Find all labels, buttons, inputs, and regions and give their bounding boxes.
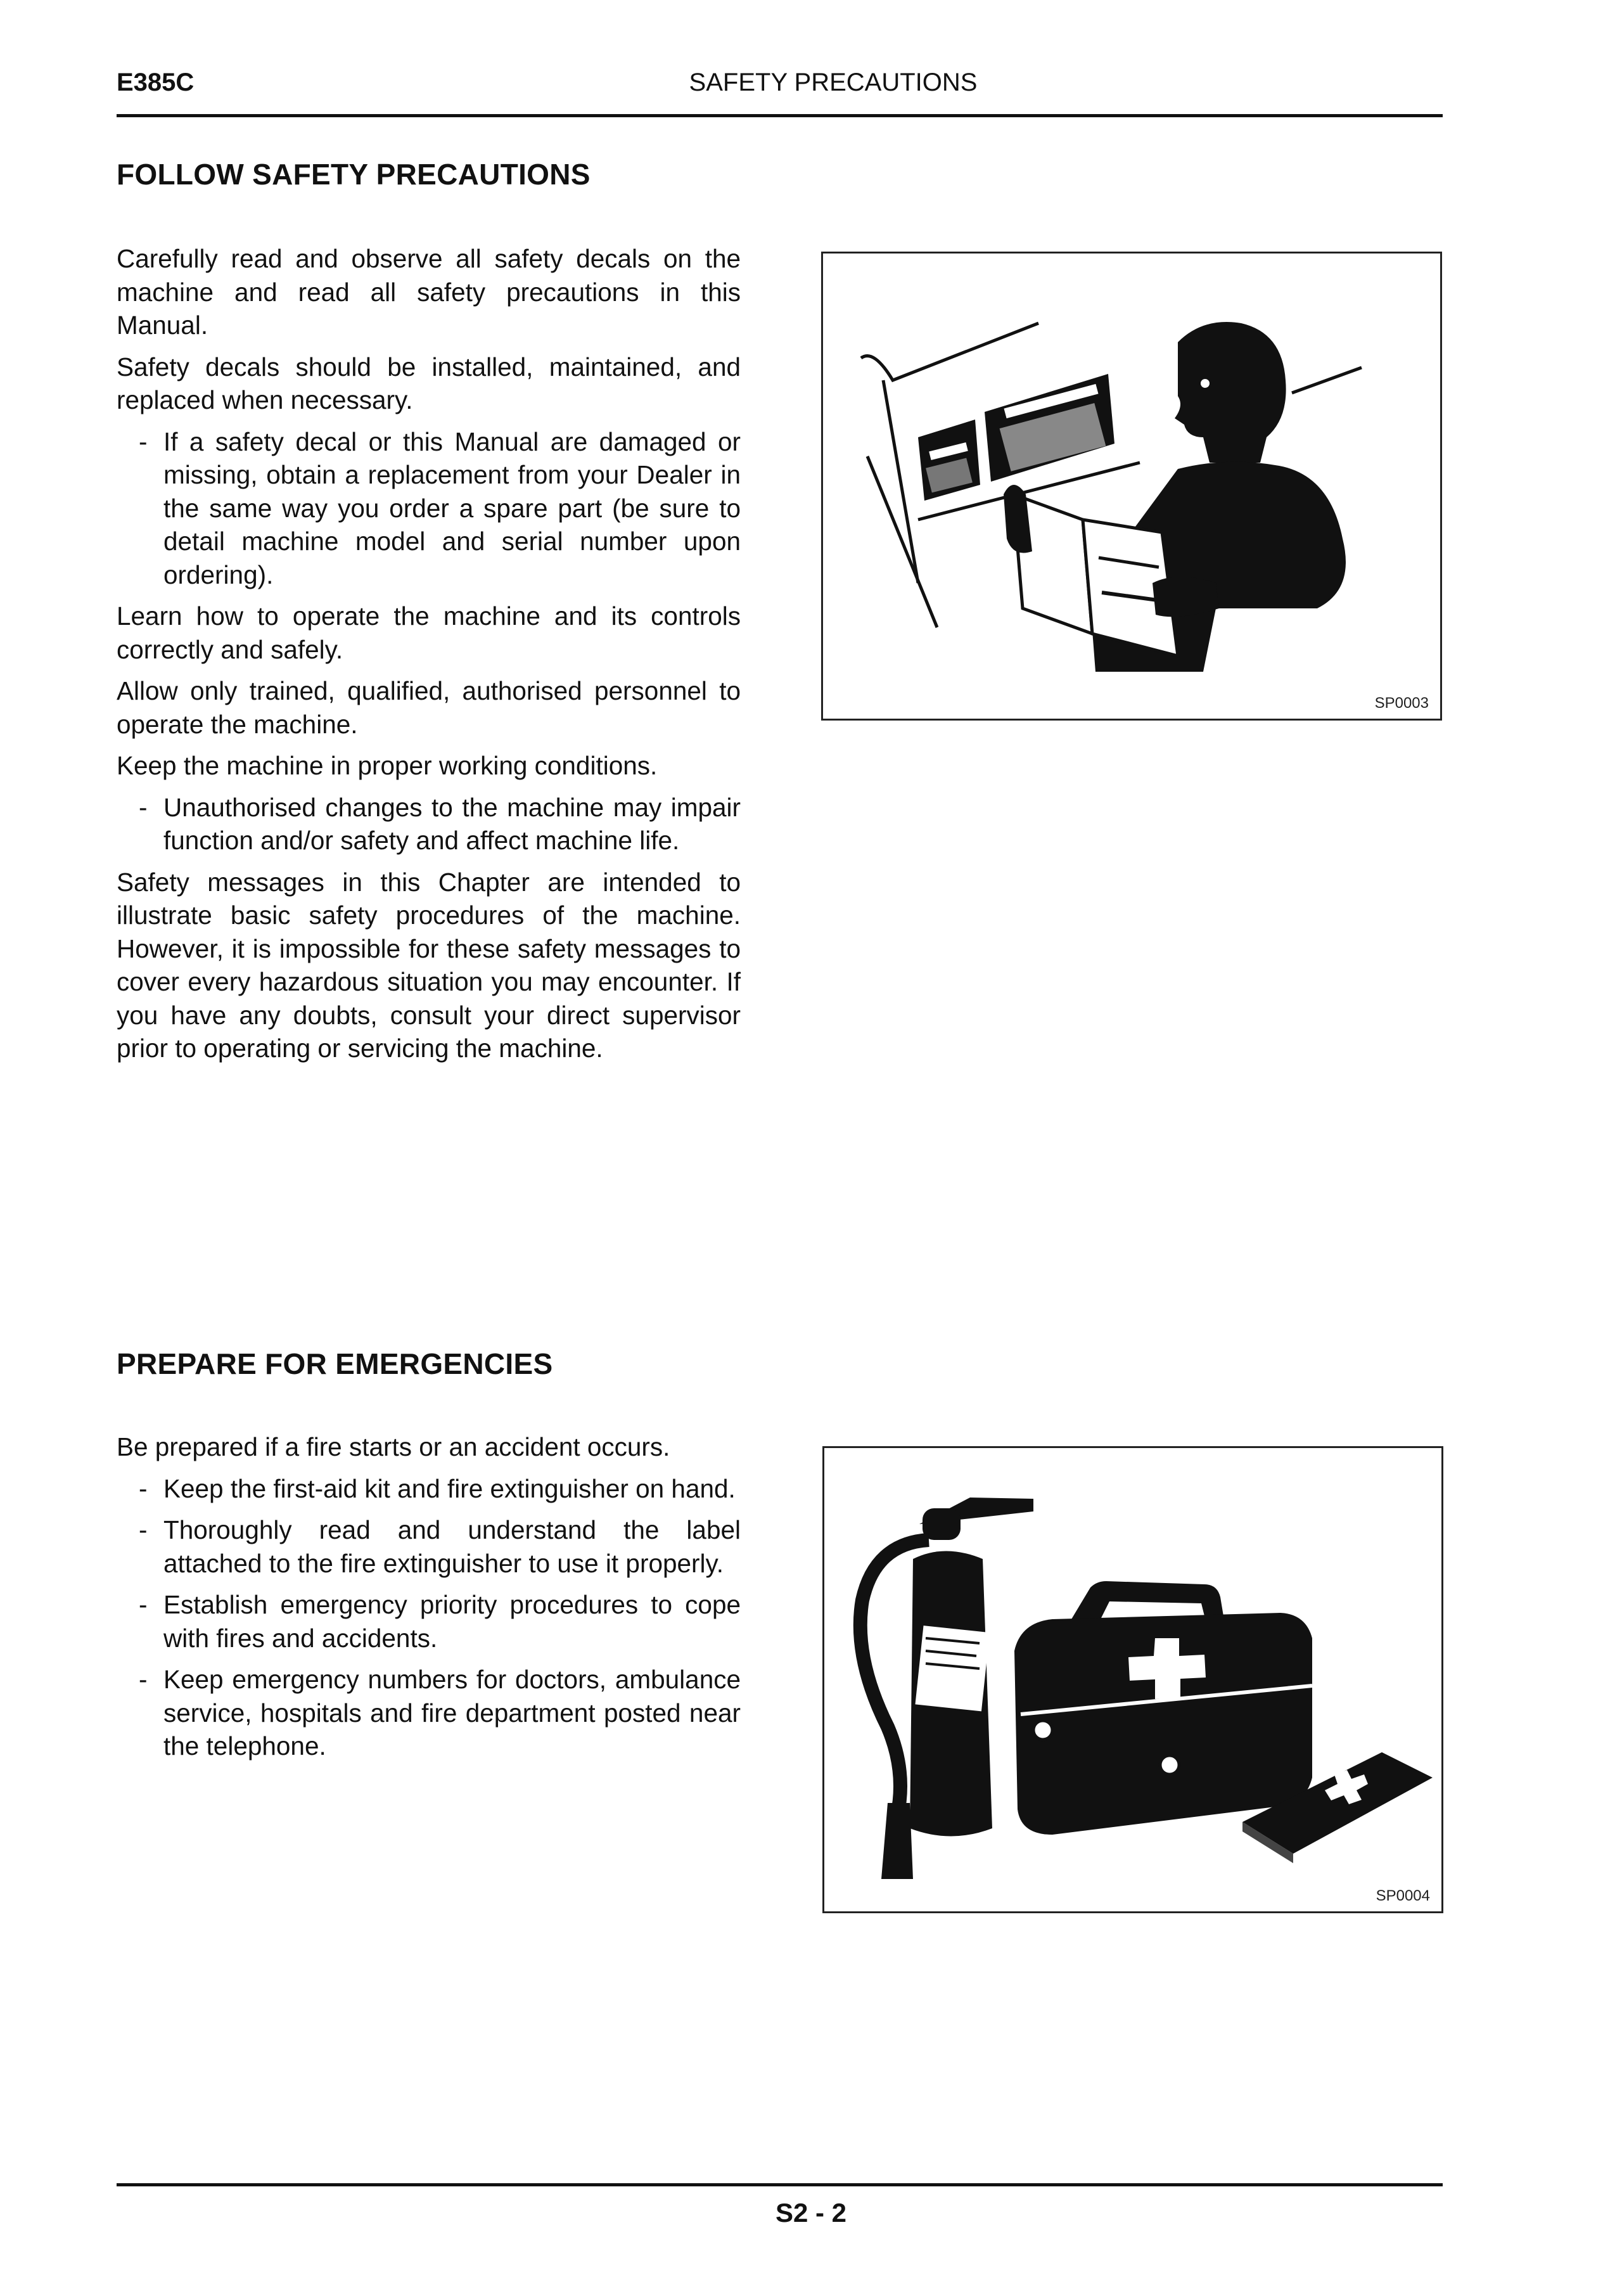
list-item-text: Keep the first-aid kit and fire extinguisher on hand. [163, 1473, 736, 1503]
figure-code: SP0004 [1376, 1887, 1430, 1904]
dash-bullet: - [139, 1473, 148, 1503]
dash-bullet: - [139, 1590, 148, 1619]
figure-emergency-equipment [822, 1446, 1443, 1913]
dash-bullet: - [139, 1665, 148, 1694]
paragraph: Safety messages in this Chapter are intended to illustrate basic safety procedures of the machine. However, it is impossible for these safety messages to cover every hazardous situation you may encounter. If you have any doubts, consult your direct supervisor prior to operating or servicing the machine. [117, 867, 741, 1063]
list-item [117, 1588, 741, 1655]
section-heading-follow-safety: FOLLOW SAFETY PRECAUTIONS [117, 158, 591, 191]
emergency-equipment-illustration [824, 1448, 1445, 1915]
header-divider [117, 114, 1443, 117]
section-body-follow-safety [117, 242, 741, 1074]
paragraph: Safety decals should be installed, maintained, and replaced when necessary. [117, 352, 741, 414]
list-item-text: Establish emergency priority procedures to cope with fires and accidents. [163, 1590, 741, 1653]
dash-bullet: - [139, 426, 148, 456]
section-body-prepare-emergencies [117, 1430, 741, 1771]
list-item [117, 1663, 741, 1763]
list-item-text: Thoroughly read and understand the label attached to the fire extinguisher to use it properly. [163, 1515, 741, 1578]
paragraph: Carefully read and observe all safety decals on the machine and read all safety precautions in this Manual. [117, 244, 741, 340]
list-item [117, 425, 741, 592]
reading-person-illustration [823, 253, 1444, 722]
footer-divider [117, 2183, 1443, 2186]
person-head-icon [1175, 322, 1286, 463]
dash-bullet: - [139, 792, 148, 822]
safety-decal-icon [918, 374, 1114, 501]
list-item-text: If a safety decal or this Manual are damaged or missing, obtain a replacement from your Dealer in the same way you order a spare part (be sure to detail machine model and serial number upon ordering). [163, 426, 741, 589]
first-aid-kit-icon [1014, 1581, 1312, 1835]
list-item-text: Keep emergency numbers for doctors, ambulance service, hospitals and fire department posted near the telephone. [163, 1665, 741, 1760]
section-heading-prepare-emergencies: PREPARE FOR EMERGENCIES [117, 1347, 553, 1380]
bullet-list [117, 1472, 741, 1763]
list-item [117, 791, 741, 857]
figure-code: SP0003 [1374, 695, 1429, 712]
manual-model: E385C [117, 68, 195, 96]
list-item [117, 1513, 741, 1580]
paragraph: Allow only trained, qualified, authorised personnel to operate the machine. [117, 676, 741, 739]
bullet-list [117, 791, 741, 857]
bullet-list [117, 425, 741, 592]
page-number: S2 - 2 [775, 2198, 847, 2228]
fire-extinguisher-icon [860, 1498, 1033, 1879]
list-item-text: Unauthorised changes to the machine may impair function and/or safety and affect machine life. [163, 792, 741, 855]
paragraph: Be prepared if a fire starts or an accident occurs. [117, 1432, 670, 1461]
list-item [117, 1472, 741, 1506]
chapter-title: SAFETY PRECAUTIONS [689, 68, 978, 96]
dash-bullet: - [139, 1515, 148, 1544]
paragraph: Keep the machine in proper working conditions. [117, 751, 658, 780]
figure-read-manual [821, 252, 1442, 721]
paragraph: Learn how to operate the machine and its controls correctly and safely. [117, 601, 741, 664]
